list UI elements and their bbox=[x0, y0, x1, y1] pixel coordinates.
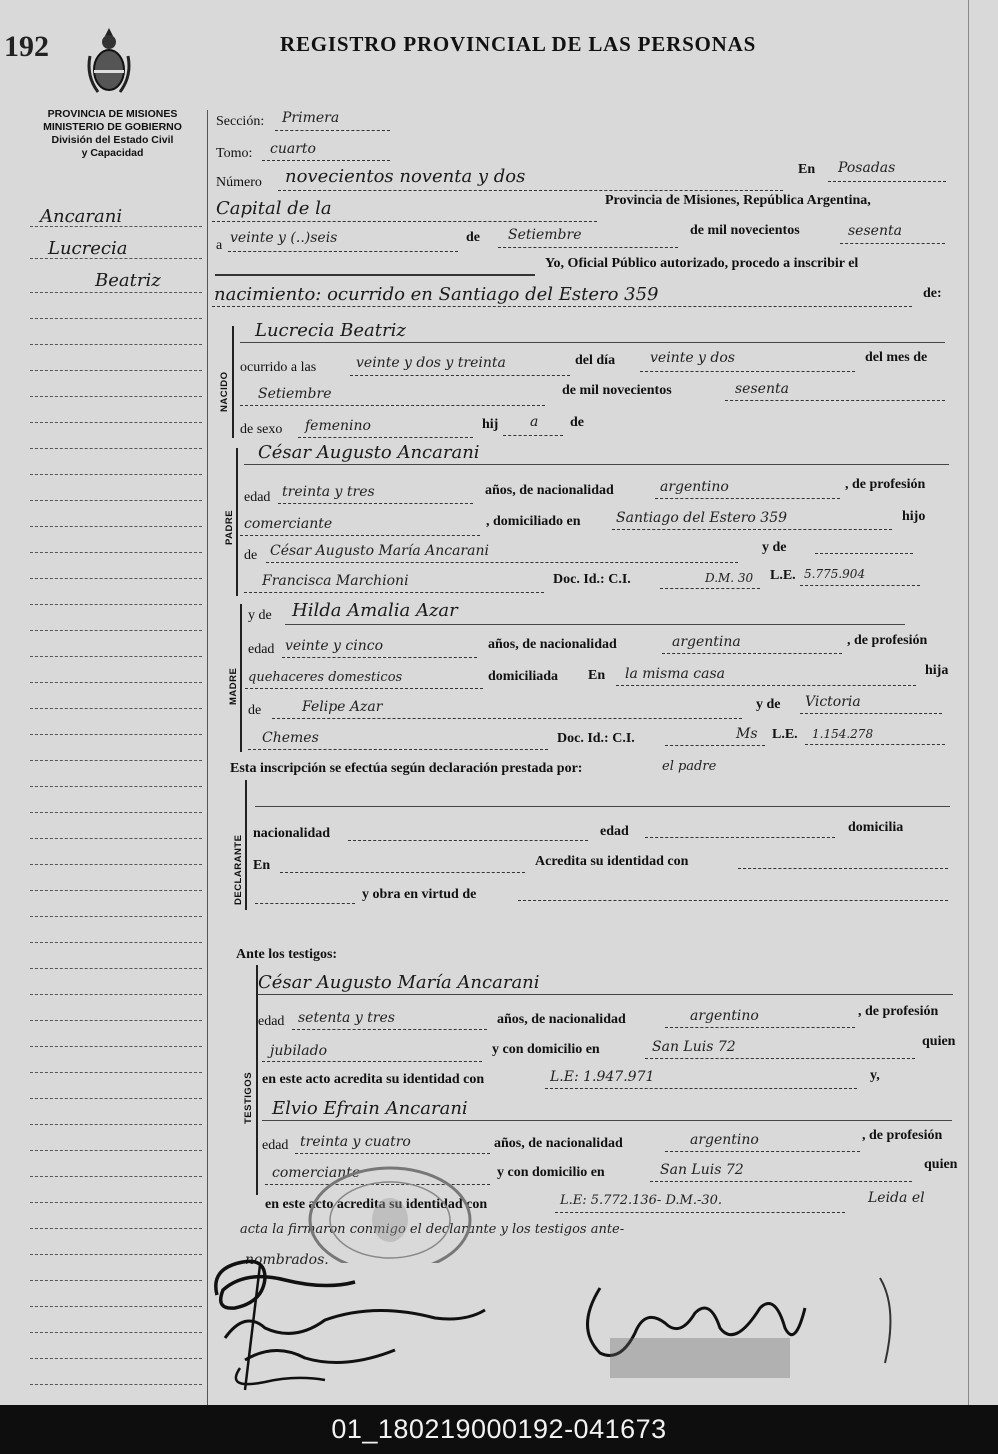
label-de: de bbox=[466, 230, 480, 245]
label-del-mes: del mes de bbox=[865, 350, 928, 365]
rule bbox=[240, 405, 545, 406]
rule bbox=[545, 1088, 857, 1089]
rule bbox=[240, 535, 480, 536]
label-edad-t2: edad bbox=[262, 1138, 289, 1153]
label-de-4: de bbox=[248, 703, 262, 718]
field-padre-ci: D.M. 30 bbox=[705, 571, 754, 585]
field-t1-nac: argentino bbox=[690, 1008, 759, 1024]
label-yo-oficial: Yo, Oficial Público autorizado, procedo a inscribir el bbox=[545, 256, 859, 271]
field-sexo: femenino bbox=[305, 418, 371, 434]
field-t2-nac: argentino bbox=[690, 1132, 759, 1148]
field-tomo: cuarto bbox=[270, 141, 316, 157]
rule bbox=[248, 749, 548, 750]
field-padre-edad: treinta y tres bbox=[282, 484, 375, 500]
rule bbox=[665, 745, 765, 746]
rule bbox=[275, 130, 390, 131]
rule bbox=[292, 1029, 487, 1030]
issuing-office bbox=[20, 108, 205, 160]
label-en: En bbox=[798, 162, 816, 177]
field-t1-prof: jubilado bbox=[270, 1043, 328, 1059]
rule bbox=[272, 718, 742, 719]
rule bbox=[228, 251, 458, 252]
label-de-mil: de mil novecientos bbox=[690, 223, 800, 238]
rule bbox=[828, 181, 946, 182]
label-anos-madre: años, de nacionalidad bbox=[488, 637, 617, 652]
rule bbox=[240, 342, 945, 343]
label-edad-t1: edad bbox=[258, 1014, 285, 1029]
label-quien-t1: quien bbox=[922, 1034, 956, 1049]
field-anio-nac: sesenta bbox=[735, 381, 789, 397]
field-mes-nac: Setiembre bbox=[258, 386, 332, 402]
official-seal-icon bbox=[300, 1158, 480, 1263]
rule bbox=[616, 685, 916, 686]
field-madre-ci: Ms bbox=[736, 726, 758, 742]
field-leida-1: Leida el bbox=[868, 1190, 925, 1206]
field-dia: veinte y (..)seis bbox=[230, 230, 338, 246]
label-hija: hija bbox=[925, 663, 949, 678]
label-acto-t2: en este acto acredita su identidad con bbox=[265, 1197, 488, 1212]
section-bar-testigos bbox=[256, 965, 258, 1195]
scan-file-id: 01_180219000192-041673 bbox=[0, 1405, 998, 1454]
section-label-declarante: DECLARANTE bbox=[233, 834, 244, 905]
field-leida-3: nombrados. bbox=[245, 1252, 329, 1268]
label-le: L.E. bbox=[770, 568, 796, 583]
label-edad-decl: edad bbox=[600, 824, 629, 839]
field-padre-dom: Santiago del Estero 359 bbox=[616, 510, 788, 526]
section-label-madre: MADRE bbox=[228, 667, 239, 705]
rule bbox=[278, 503, 473, 504]
rule bbox=[258, 994, 953, 995]
field-t2-dom: San Luis 72 bbox=[660, 1162, 744, 1178]
rule bbox=[805, 744, 945, 745]
field-nombre: Lucrecia Beatriz bbox=[255, 320, 406, 341]
rule bbox=[255, 903, 355, 904]
label-esta-inscripcion: Esta inscripción se efectúa según declaración prestada por: bbox=[230, 761, 583, 776]
rule bbox=[725, 400, 945, 401]
rule bbox=[640, 371, 855, 372]
label-acredita: Acredita su identidad con bbox=[535, 854, 689, 869]
rule bbox=[278, 190, 783, 191]
rule bbox=[244, 464, 949, 465]
rule bbox=[298, 437, 473, 438]
section-bar-nacido bbox=[232, 326, 234, 438]
label-prof-t2: , de profesión bbox=[862, 1128, 943, 1143]
label-numero: Número bbox=[216, 175, 262, 190]
field-testigo2: Elvio Efrain Ancarani bbox=[272, 1098, 468, 1119]
rule bbox=[280, 872, 525, 873]
org-line: y Capacidad bbox=[81, 147, 144, 159]
org-line: MINISTERIO DE GOBIERNO bbox=[43, 121, 182, 133]
label-anos-padre: años, de nacionalidad bbox=[485, 483, 614, 498]
field-dia-nac: veinte y dos bbox=[650, 350, 735, 366]
label-prof-padre: , de profesión bbox=[845, 477, 926, 492]
org-line: PROVINCIA DE MISIONES bbox=[47, 108, 178, 120]
rule bbox=[282, 657, 477, 658]
rule bbox=[212, 221, 597, 222]
label-domiciliada: domiciliada bbox=[488, 669, 559, 684]
rule bbox=[285, 624, 905, 625]
rule bbox=[800, 713, 942, 714]
rule bbox=[800, 585, 920, 586]
label-nacionalidad: nacionalidad bbox=[253, 826, 331, 841]
rule bbox=[295, 1153, 490, 1154]
label-prof-t1: , de profesión bbox=[858, 1004, 939, 1019]
field-t2-prof: comerciante bbox=[272, 1165, 361, 1181]
rule bbox=[348, 840, 588, 841]
rule bbox=[662, 653, 842, 654]
rule bbox=[255, 806, 950, 807]
field-hij-suffix: a bbox=[530, 414, 539, 430]
field-hora: veinte y dos y treinta bbox=[356, 355, 506, 371]
field-abuelo-m: Felipe Azar bbox=[302, 699, 383, 715]
label-sexo: de sexo bbox=[240, 422, 283, 437]
field-seccion: Primera bbox=[282, 110, 340, 126]
label-doc-id-2: Doc. Id.: C.I. bbox=[557, 731, 635, 746]
field-anio: sesenta bbox=[848, 223, 902, 239]
section-bar-declarante bbox=[245, 780, 247, 910]
field-t1-id: L.E: 1.947.971 bbox=[550, 1069, 655, 1085]
label-prof-madre: , de profesión bbox=[847, 633, 928, 648]
field-madre-prof: quehaceres domesticos bbox=[248, 670, 403, 685]
label-hijo: hijo bbox=[902, 509, 926, 524]
label-de-mil-nac: de mil novecientos bbox=[562, 383, 672, 398]
signatures-declarante-testigos bbox=[205, 1250, 505, 1400]
label-dom-t1: y con domicilio en bbox=[492, 1042, 600, 1057]
label-en-2: En bbox=[588, 668, 606, 683]
label-de-2: de bbox=[570, 415, 584, 430]
rule bbox=[262, 1061, 482, 1062]
rule bbox=[650, 1181, 912, 1182]
field-madre-dom: la misma casa bbox=[625, 666, 726, 682]
rule bbox=[660, 588, 760, 589]
field-abuelo-p: César Augusto María Ancarani bbox=[270, 543, 489, 559]
section-label-nacido: NACIDO bbox=[219, 371, 230, 412]
field-madre-le: 1.154.278 bbox=[812, 727, 874, 741]
coat-of-arms-icon bbox=[84, 26, 134, 98]
field-abuela-m-1: Victoria bbox=[805, 694, 861, 710]
margin-divider bbox=[207, 110, 208, 1405]
label-obra: y obra en virtud de bbox=[362, 887, 477, 902]
field-madre: Hilda Amalia Azar bbox=[292, 600, 458, 621]
rule bbox=[498, 247, 678, 248]
rule bbox=[244, 592, 544, 593]
page-edge bbox=[968, 0, 969, 1405]
rule bbox=[262, 160, 390, 161]
field-madre-nac: argentina bbox=[672, 634, 741, 650]
rule bbox=[212, 306, 912, 307]
field-en: Posadas bbox=[838, 160, 896, 176]
rule bbox=[645, 837, 835, 838]
label-anos-t1: años, de nacionalidad bbox=[497, 1012, 626, 1027]
field-capital: Capital de la bbox=[216, 198, 332, 219]
rule bbox=[350, 375, 570, 376]
rule bbox=[245, 688, 483, 689]
rule bbox=[840, 243, 945, 244]
field-madre-edad: veinte y cinco bbox=[285, 638, 384, 654]
label-dom-t2: y con domicilio en bbox=[497, 1165, 605, 1180]
label-y-comma: y, bbox=[870, 1068, 880, 1083]
section-bar-madre bbox=[240, 604, 242, 752]
label-hij: hij bbox=[482, 417, 499, 432]
label-seccion: Sección: bbox=[216, 114, 265, 129]
field-numero: novecientos noventa y dos bbox=[285, 166, 526, 187]
label-edad-madre: edad bbox=[248, 642, 275, 657]
rule bbox=[518, 900, 948, 901]
rule bbox=[612, 529, 892, 530]
label-doc-id: Doc. Id.: C.I. bbox=[553, 572, 631, 587]
label-en-decl: En bbox=[253, 858, 271, 873]
label-quien-t2: quien bbox=[924, 1157, 958, 1172]
section-bar-padre bbox=[236, 448, 238, 596]
label-anos-t2: años, de nacionalidad bbox=[494, 1136, 623, 1151]
margin-middle-name: Beatriz bbox=[95, 270, 161, 291]
field-mes: Setiembre bbox=[508, 227, 582, 243]
rule bbox=[815, 553, 913, 554]
org-line: División del Estado Civil bbox=[51, 134, 174, 146]
label-y-de: y de bbox=[762, 540, 787, 555]
label-domicilia: domicilia bbox=[848, 820, 904, 835]
rule bbox=[262, 1120, 952, 1121]
section-label-testigos: TESTIGOS bbox=[243, 1071, 254, 1124]
field-testigo1: César Augusto María Ancarani bbox=[258, 972, 540, 993]
label-edad-padre: edad bbox=[244, 490, 271, 505]
field-nacimiento: nacimiento: ocurrido en Santiago del Estero 359 bbox=[214, 284, 659, 305]
field-abuela-m-2: Chemes bbox=[262, 730, 319, 746]
field-t1-dom: San Luis 72 bbox=[652, 1039, 736, 1055]
rule bbox=[665, 1151, 860, 1152]
rule bbox=[645, 1058, 915, 1059]
rule bbox=[555, 1212, 845, 1213]
section-label-padre: PADRE bbox=[224, 509, 235, 545]
page-number: 192 bbox=[4, 30, 49, 63]
label-y-de-madre: y de bbox=[248, 608, 272, 623]
margin-first-name: Lucrecia bbox=[48, 238, 128, 259]
label-ocurrido: ocurrido a las bbox=[240, 360, 317, 375]
rule bbox=[215, 274, 535, 276]
label-provincia: Provincia de Misiones, República Argentina, bbox=[605, 193, 871, 208]
label-domiciliado: , domiciliado en bbox=[486, 514, 581, 529]
field-t1-edad: setenta y tres bbox=[298, 1010, 395, 1026]
label-acto-t1: en este acto acredita su identidad con bbox=[262, 1072, 485, 1087]
field-padre-prof: comerciante bbox=[244, 516, 333, 532]
field-leida-2: acta la firmaron conmigo el declarante y los testigos ante- bbox=[240, 1222, 625, 1237]
label-de-3: de bbox=[244, 548, 258, 563]
label-del-dia: del día bbox=[575, 353, 616, 368]
label-de-colon: de: bbox=[923, 286, 942, 301]
rule bbox=[738, 868, 948, 869]
rule bbox=[266, 562, 738, 563]
page-title: REGISTRO PROVINCIAL DE LAS PERSONAS bbox=[280, 32, 757, 56]
field-t2-edad: treinta y cuatro bbox=[300, 1134, 411, 1150]
signature-official bbox=[570, 1268, 910, 1388]
rule bbox=[665, 1027, 855, 1028]
label-a: a bbox=[216, 238, 223, 253]
field-padre: César Augusto Ancarani bbox=[258, 442, 480, 463]
label-tomo: Tomo: bbox=[216, 146, 253, 161]
label-ante-testigos: Ante los testigos: bbox=[236, 947, 338, 962]
field-t2-id: L.E: 5.772.136- D.M.-30. bbox=[560, 1193, 723, 1208]
field-padre-nac: argentino bbox=[660, 479, 729, 495]
field-declarante: el padre bbox=[662, 759, 717, 774]
label-y-de-2: y de bbox=[756, 697, 781, 712]
field-abuela-p: Francisca Marchioni bbox=[262, 573, 409, 589]
label-le-2: L.E. bbox=[772, 727, 798, 742]
rule bbox=[503, 435, 563, 436]
rule bbox=[655, 498, 840, 499]
margin-surname: Ancarani bbox=[40, 206, 123, 227]
field-padre-le: 5.775.904 bbox=[804, 567, 866, 581]
